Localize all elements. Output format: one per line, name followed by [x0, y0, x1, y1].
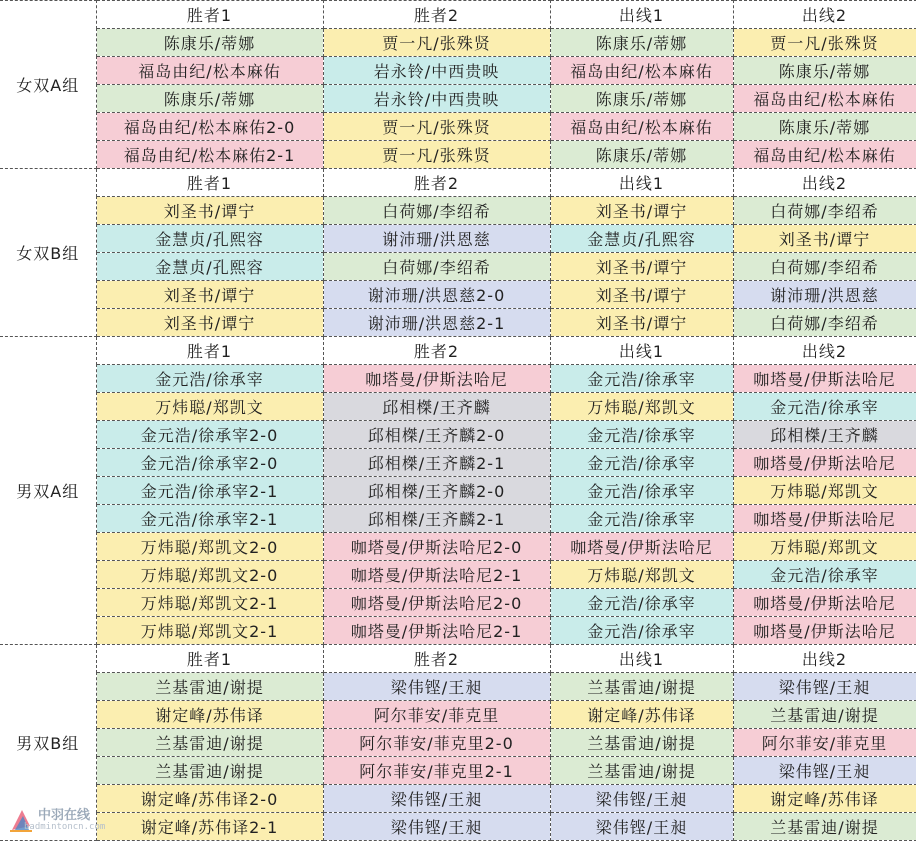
column-header: 胜者2	[323, 645, 550, 673]
table-row	[0, 757, 916, 785]
pair-cell: 阿尔菲安/菲克里2-1	[323, 757, 550, 785]
pair-cell: 贾一凡/张殊贤	[323, 29, 550, 57]
pair-cell: 梁伟铿/王昶	[323, 813, 550, 841]
table-row	[0, 505, 916, 533]
pair-cell: 陈康乐/蒂娜	[550, 29, 733, 57]
column-header: 胜者1	[96, 169, 323, 197]
pair-cell: 刘圣书/谭宁	[96, 309, 323, 337]
pair-cell: 阿尔菲安/菲克里	[733, 729, 916, 757]
pair-cell: 兰基雷迪/谢提	[96, 673, 323, 701]
pair-cell: 金慧贞/孔熙容	[550, 225, 733, 253]
pair-cell: 梁伟铿/王昶	[550, 785, 733, 813]
pair-cell: 阿尔菲安/菲克里2-0	[323, 729, 550, 757]
pair-cell: 谢沛珊/洪恩慈	[733, 281, 916, 309]
table-row	[0, 617, 916, 645]
pair-cell: 白荷娜/李绍希	[323, 253, 550, 281]
table-row	[0, 785, 916, 813]
pair-cell: 陈康乐/蒂娜	[733, 57, 916, 85]
table-row	[0, 561, 916, 589]
column-header: 出线2	[733, 169, 916, 197]
pair-cell: 刘圣书/谭宁	[550, 253, 733, 281]
table-row	[0, 589, 916, 617]
table-row	[0, 533, 916, 561]
pair-cell: 陈康乐/蒂娜	[550, 141, 733, 169]
pair-cell: 福岛由纪/松本麻佑	[550, 113, 733, 141]
pair-cell: 刘圣书/谭宁	[550, 281, 733, 309]
group-label: 女双B组	[0, 169, 96, 337]
pair-cell: 白荷娜/李绍希	[323, 197, 550, 225]
pair-cell: 梁伟铿/王昶	[733, 673, 916, 701]
pair-cell: 邱相榤/王齐麟2-1	[323, 449, 550, 477]
pair-cell: 刘圣书/谭宁	[550, 197, 733, 225]
table-row	[0, 421, 916, 449]
pair-cell: 万炜聪/郑凯文2-0	[96, 533, 323, 561]
pair-cell: 白荷娜/李绍希	[733, 253, 916, 281]
column-header: 胜者2	[323, 337, 550, 365]
pair-cell: 金元浩/徐承宰	[96, 365, 323, 393]
pair-cell: 兰基雷迪/谢提	[550, 757, 733, 785]
watermark	[8, 802, 120, 838]
pair-cell: 谢定峰/苏伟译	[550, 701, 733, 729]
pair-cell: 金元浩/徐承宰	[550, 617, 733, 645]
pair-cell: 白荷娜/李绍希	[733, 309, 916, 337]
pair-cell: 邱相榤/王齐麟2-0	[323, 477, 550, 505]
pair-cell: 咖塔曼/伊斯法哈尼	[733, 617, 916, 645]
pair-cell: 陈康乐/蒂娜	[96, 29, 323, 57]
pair-cell: 兰基雷迪/谢提	[96, 757, 323, 785]
pair-cell: 兰基雷迪/谢提	[550, 673, 733, 701]
pair-cell: 咖塔曼/伊斯法哈尼2-0	[323, 589, 550, 617]
column-header: 胜者1	[96, 337, 323, 365]
group-header-row	[0, 169, 916, 197]
pair-cell: 谢沛珊/洪恩慈2-0	[323, 281, 550, 309]
pair-cell: 岩永铃/中西贵映	[323, 57, 550, 85]
table-row	[0, 673, 916, 701]
pair-cell: 梁伟铿/王昶	[550, 813, 733, 841]
pair-cell: 梁伟铿/王昶	[323, 673, 550, 701]
pair-cell: 金元浩/徐承宰	[550, 477, 733, 505]
group-header-row	[0, 1, 916, 29]
pair-cell: 金元浩/徐承宰2-1	[96, 477, 323, 505]
table-row	[0, 57, 916, 85]
pair-cell: 谢沛珊/洪恩慈2-1	[323, 309, 550, 337]
pair-cell: 金慧贞/孔熙容	[96, 253, 323, 281]
column-header: 胜者1	[96, 645, 323, 673]
pair-cell: 贾一凡/张殊贤	[733, 29, 916, 57]
pair-cell: 万炜聪/郑凯文	[96, 393, 323, 421]
pair-cell: 陈康乐/蒂娜	[96, 85, 323, 113]
column-header: 胜者1	[96, 1, 323, 29]
table-row	[0, 113, 916, 141]
pair-cell: 贾一凡/张殊贤	[323, 113, 550, 141]
pair-cell: 咖塔曼/伊斯法哈尼2-0	[323, 533, 550, 561]
pair-cell: 金元浩/徐承宰2-0	[96, 421, 323, 449]
pair-cell: 白荷娜/李绍希	[733, 197, 916, 225]
group-header-row	[0, 645, 916, 673]
table-row	[0, 729, 916, 757]
pair-cell: 金元浩/徐承宰	[733, 561, 916, 589]
watermark-brand: 中羽在线	[38, 808, 91, 823]
pair-cell: 谢定峰/苏伟译	[96, 701, 323, 729]
pair-cell: 梁伟铿/王昶	[733, 757, 916, 785]
column-header: 胜者2	[323, 1, 550, 29]
pair-cell: 刘圣书/谭宁	[96, 281, 323, 309]
column-header: 出线2	[733, 1, 916, 29]
table-row	[0, 29, 916, 57]
table-row	[0, 225, 916, 253]
pair-cell: 咖塔曼/伊斯法哈尼	[733, 589, 916, 617]
pair-cell: 咖塔曼/伊斯法哈尼2-1	[323, 617, 550, 645]
pair-cell: 阿尔菲安/菲克里	[323, 701, 550, 729]
column-header: 胜者2	[323, 169, 550, 197]
group-label: 男双B组	[0, 645, 96, 841]
pair-cell: 陈康乐/蒂娜	[550, 85, 733, 113]
pair-cell: 陈康乐/蒂娜	[733, 113, 916, 141]
pair-cell: 万炜聪/郑凯文2-1	[96, 617, 323, 645]
pair-cell: 万炜聪/郑凯文	[550, 561, 733, 589]
column-header: 出线1	[550, 169, 733, 197]
table-row	[0, 393, 916, 421]
column-header: 出线2	[733, 337, 916, 365]
pair-cell: 金元浩/徐承宰	[550, 449, 733, 477]
pair-cell: 邱相榤/王齐麟2-1	[323, 505, 550, 533]
pair-cell: 福岛由纪/松本麻佑	[733, 85, 916, 113]
pair-cell: 咖塔曼/伊斯法哈尼	[550, 533, 733, 561]
group-header-row	[0, 337, 916, 365]
table-row	[0, 365, 916, 393]
table-row	[0, 281, 916, 309]
group-label: 男双A组	[0, 337, 96, 645]
pair-cell: 金慧贞/孔熙容	[96, 225, 323, 253]
pair-cell: 金元浩/徐承宰2-0	[96, 449, 323, 477]
pair-cell: 万炜聪/郑凯文	[733, 533, 916, 561]
pair-cell: 谢定峰/苏伟译2-1	[96, 813, 323, 841]
pair-cell: 金元浩/徐承宰2-1	[96, 505, 323, 533]
pair-cell: 万炜聪/郑凯文2-0	[96, 561, 323, 589]
table-row	[0, 701, 916, 729]
pair-cell: 刘圣书/谭宁	[96, 197, 323, 225]
table-row	[0, 309, 916, 337]
pair-cell: 金元浩/徐承宰	[550, 421, 733, 449]
pair-cell: 万炜聪/郑凯文	[550, 393, 733, 421]
pair-cell: 贾一凡/张殊贤	[323, 141, 550, 169]
pair-cell: 谢定峰/苏伟译	[733, 785, 916, 813]
pair-cell: 咖塔曼/伊斯法哈尼	[733, 505, 916, 533]
table-row	[0, 449, 916, 477]
column-header: 出线1	[550, 1, 733, 29]
pair-cell: 兰基雷迪/谢提	[96, 729, 323, 757]
pair-cell: 福岛由纪/松本麻佑	[733, 141, 916, 169]
table-row	[0, 477, 916, 505]
group-label: 女双A组	[0, 1, 96, 169]
pair-cell: 福岛由纪/松本麻佑	[550, 57, 733, 85]
pair-cell: 邱相榤/王齐麟2-0	[323, 421, 550, 449]
pair-cell: 咖塔曼/伊斯法哈尼	[733, 449, 916, 477]
pair-cell: 刘圣书/谭宁	[733, 225, 916, 253]
pair-cell: 咖塔曼/伊斯法哈尼2-1	[323, 561, 550, 589]
pair-cell: 谢沛珊/洪恩慈	[323, 225, 550, 253]
pair-cell: 咖塔曼/伊斯法哈尼	[323, 365, 550, 393]
pair-cell: 梁伟铿/王昶	[323, 785, 550, 813]
pair-cell: 咖塔曼/伊斯法哈尼	[733, 365, 916, 393]
watermark-url: badmintoncn.com	[24, 822, 106, 832]
column-header: 出线1	[550, 337, 733, 365]
pair-cell: 兰基雷迪/谢提	[550, 729, 733, 757]
pair-cell: 金元浩/徐承宰	[550, 505, 733, 533]
pair-cell: 兰基雷迪/谢提	[733, 813, 916, 841]
table-row	[0, 813, 916, 841]
pair-cell: 福岛由纪/松本麻佑2-0	[96, 113, 323, 141]
pair-cell: 邱相榤/王齐麟	[323, 393, 550, 421]
pair-cell: 金元浩/徐承宰	[550, 589, 733, 617]
pair-cell: 邱相榤/王齐麟	[733, 421, 916, 449]
pair-cell: 福岛由纪/松本麻佑	[96, 57, 323, 85]
pair-cell: 福岛由纪/松本麻佑2-1	[96, 141, 323, 169]
table-row	[0, 141, 916, 169]
table-row	[0, 197, 916, 225]
pair-cell: 金元浩/徐承宰	[550, 365, 733, 393]
pair-cell: 金元浩/徐承宰	[733, 393, 916, 421]
column-header: 出线1	[550, 645, 733, 673]
pair-cell: 岩永铃/中西贵映	[323, 85, 550, 113]
table-row	[0, 85, 916, 113]
pair-cell: 兰基雷迪/谢提	[733, 701, 916, 729]
pair-cell: 万炜聪/郑凯文2-1	[96, 589, 323, 617]
pair-cell: 刘圣书/谭宁	[550, 309, 733, 337]
column-header: 出线2	[733, 645, 916, 673]
pair-cell: 谢定峰/苏伟译2-0	[96, 785, 323, 813]
pair-cell: 万炜聪/郑凯文	[733, 477, 916, 505]
table-row	[0, 253, 916, 281]
